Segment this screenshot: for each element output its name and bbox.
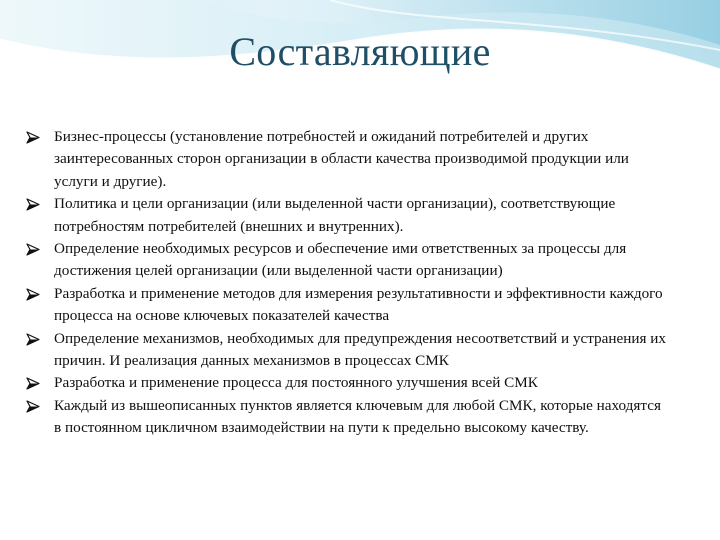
arrowhead-bullet-icon [26, 288, 40, 301]
bullet-text: Определение необходимых ресурсов и обеспечение ими ответственных за процессы для достижения целей организации (или выделенной части организации) [54, 240, 627, 280]
slide-title: Составляющие [229, 29, 491, 74]
bullet-item [26, 283, 666, 328]
bullet-item [26, 328, 666, 373]
bullet-item [26, 372, 666, 394]
arrowhead-bullet-icon [26, 243, 40, 256]
bullet-text: Разработка и применение процесса для постоянного улучшения всей СМК [54, 374, 538, 392]
bullet-text: Определение механизмов, необходимых для предупреждения несоответствий и устранения их причин. И реализация данных механизмов в процессах СМК [54, 329, 666, 370]
arrowhead-bullet-icon [26, 377, 40, 390]
arrowhead-bullet-icon [26, 400, 40, 413]
arrowhead-bullet-icon [26, 333, 40, 346]
bullet-item [26, 238, 666, 283]
bullet-text: Каждый из вышеописанных пунктов является ключевым для любой СМК, которые находятся в постоянном цикличном взаимодействии на пути к предельно высокому качеству. [54, 396, 661, 437]
bullet-text: Бизнес-процессы (установление потребностей и ожиданий потребителей и других заинтересованных сторон организации в области качества производимой продукции или услуги и другие). [54, 128, 629, 190]
bullet-item [26, 193, 666, 238]
bullet-item [26, 126, 666, 193]
bullet-text: Разработка и применение методов для измерения результативности и эффективности каждого процесса на основе ключевых показателей качества [54, 284, 663, 325]
bullet-item [26, 395, 666, 440]
bullet-list [26, 126, 666, 440]
bullet-text: Политика и цели организации (или выделенной части организации), соответствующие потребностям потребителей (внешних и внутренних). [54, 195, 616, 235]
arrowhead-bullet-icon [26, 131, 40, 144]
arrowhead-bullet-icon [26, 198, 40, 211]
